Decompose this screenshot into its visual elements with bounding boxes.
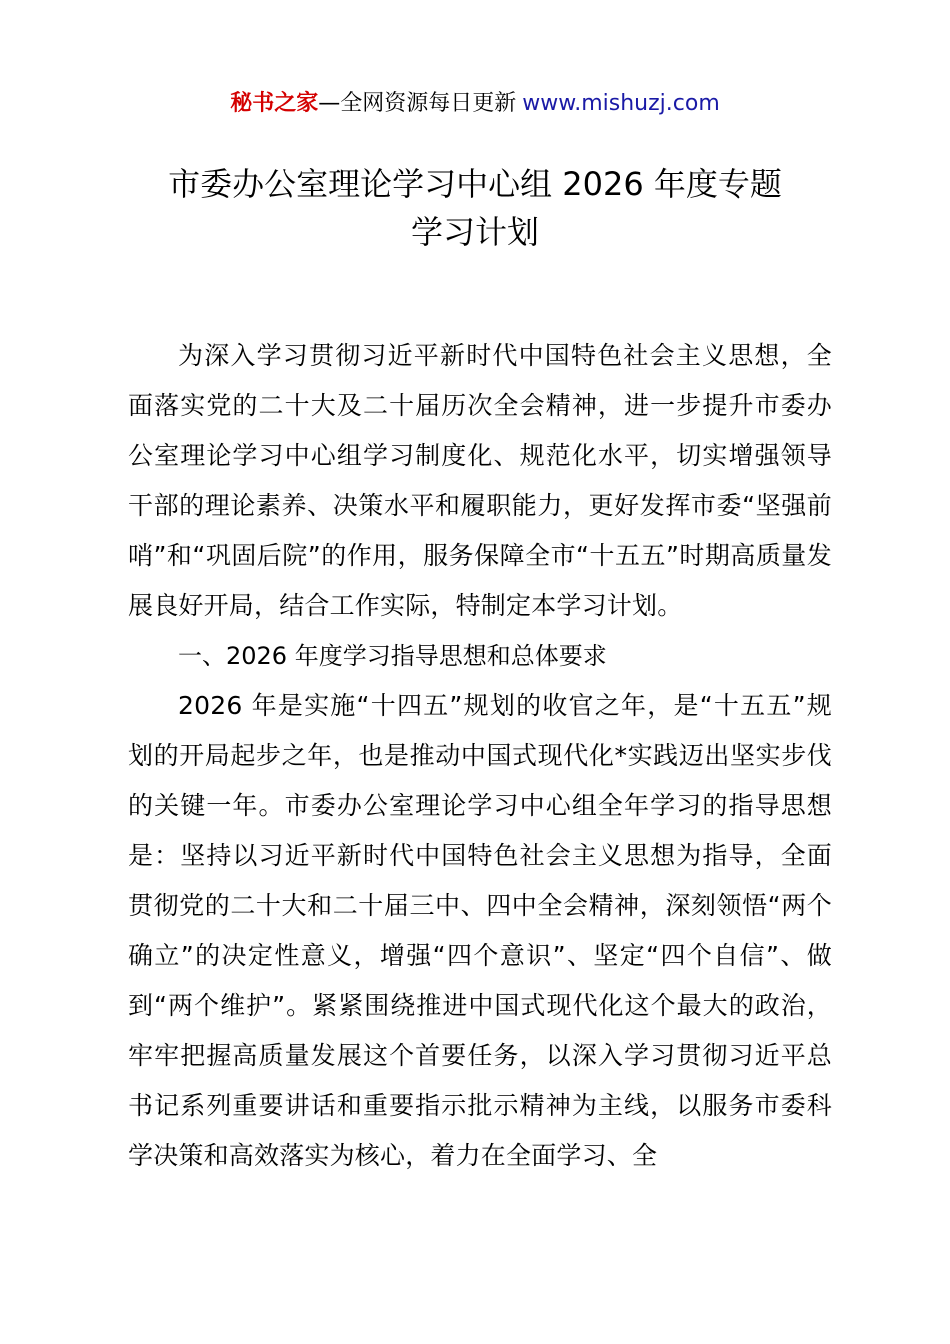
document-body	[128, 331, 832, 1181]
intro-paragraph: 为深入学习贯彻习近平新时代中国特色社会主义思想，全面落实党的二十大及二十届历次全会精神，进一步提升市委办公室理论学习中心组学习制度化、规范化水平，切实增强领导干部的理论素养、决策水平和履职能力，更好发挥市委“坚强前哨”和“巩固后院”的作用，服务保障全市“十五五”时期高质量发展良好开局，结合工作实际，特制定本学习计划。	[128, 341, 832, 620]
header-tagline: —全网资源每日更新	[318, 91, 517, 116]
title-line-1: 市委办公室理论学习中心组 2026 年度专题	[168, 165, 782, 203]
section-1-paragraph: 2026 年是实施“十四五”规划的收官之年，是“十五五”规划的开局起步之年，也是推动中国式现代化*实践迈出坚实步伐的关键一年。市委办公室理论学习中心组全年学习的指导思想是：坚持以习近平新时代中国特色社会主义思想为指导，全面贯彻党的二十大和二十届三中、四中全会精神，深刻领悟“两个确立”的决定性意义，增强“四个意识”、坚定“四个自信”、做到“两个维护”。紧紧围绕推进中国式现代化这个最大的政治，牢牢把握高质量发展这个首要任务，以深入学习贯彻习近平总书记系列重要讲话和重要指示批示精神为主线，以服务市委科学决策和高效落实为核心，着力在全面学习、全	[128, 691, 832, 1170]
brand-name: 秘书之家	[230, 91, 319, 116]
site-header	[0, 86, 950, 122]
title-line-2: 学习计划	[410, 213, 539, 251]
document-title	[100, 160, 850, 256]
section-1-heading: 一、2026 年度学习指导思想和总体要求	[178, 642, 607, 670]
site-url-link[interactable]: www.mishuzj.com	[522, 91, 720, 116]
